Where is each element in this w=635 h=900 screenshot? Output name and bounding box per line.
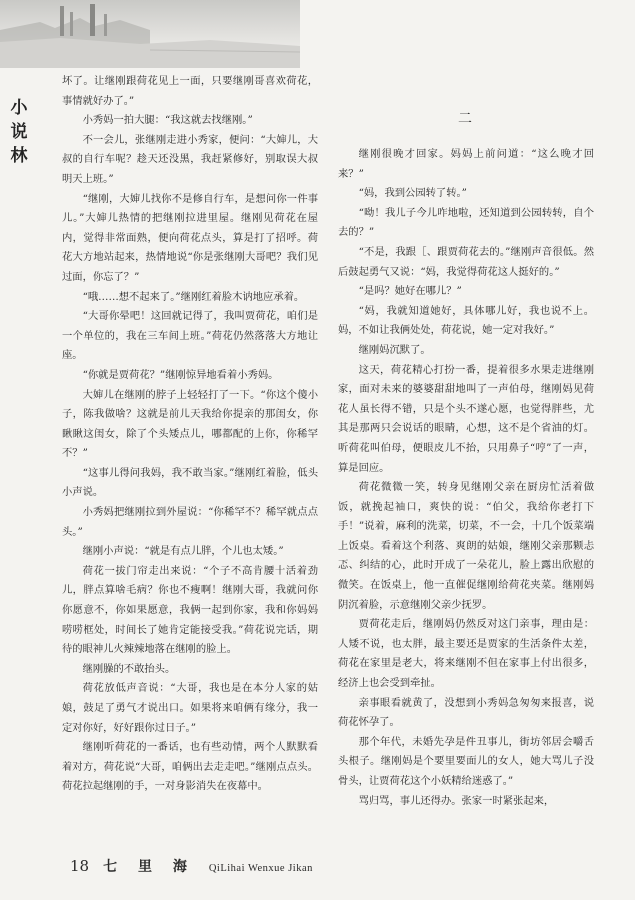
paragraph: 贾荷花走后，继刚妈仍然反对这门亲事，理由是：人矮不说，也太胖，最主要还是贾家的生活条件太差，荷花在家里是老大，将来继刚不但在家事上付出很多，经济上也会受到牵扯。 [338,618,594,690]
paragraph: “大哥你晕吧！这回就记得了，我叫贾荷花，咱们是一个单位的，我在三车间上班。”荷花仍然落落大方地让座。 [62,310,318,362]
paragraph: 继刚妈沉默了。 [358,343,431,356]
magazine-title: 七 里 海 [103,859,195,875]
paragraph: 骂归骂，事儿还得办。张家一时紧张起来， [358,794,555,807]
paragraph: “不是，我跟［、跟贾荷花去的。”继刚声音很低。然后鼓起勇气又说：“妈，我觉得荷花这人挺好的。” [338,245,594,278]
paragraph: 亲事眼看就黄了，没想到小秀妈急匆匆来报喜，说荷花怀孕了。 [338,696,594,729]
section-category-label [8,96,30,168]
paragraph: 那个年代，未婚先孕是件丑事儿，街坊邻居会嚼舌头根子。继刚妈是个要里要面儿的女人，她大骂儿子没骨头，让贾荷花这个小妖精给迷惑了。” [338,735,594,787]
paragraph: 继刚小声说：“就是有点儿胖，个儿也太矮。” [82,545,284,558]
paragraph: “这事儿得问我妈，我不敢当家。”继刚红着脸，低头小声说。 [62,466,318,499]
paragraph: 不一会儿，张继刚走进小秀家，便问：“大婶儿，大叔的自行车呢？趁天还没黑，我赶紧修好，别取误大叔明天上班。” [62,133,318,185]
page-number: 18 [70,857,90,875]
paragraph: “妈，我就知道她好，具体哪儿好，我也说不上。妈，不如让我俩处处，荷花说，她一定对我好。” [338,304,594,337]
paragraph: 大婶儿在继刚的脖子上轻轻打了一下。“你这个傻小子，陈我做啥？这就是前儿天我给你提亲的那闺女，你瞅瞅这闺女，除了个头矮点儿，哪都配的上你，你稀罕不？” [62,388,318,460]
paragraph: “哦……想不起来了。”继刚红着脸木讷地应承着。 [82,290,305,303]
paragraph: “是吗？她好在哪儿？” [358,285,462,298]
paragraph: 小秀妈一拍大腿：“我这就去找继刚。” [82,114,253,127]
paragraph: 荷花微微一笑，转身见继刚父亲在厨房忙活着做饭，就挽起袖口，爽快的说：“伯父，我给你老打下手！”说着，麻利的洗菜，切菜，不一会，十几个饭菜端上饭桌。看着这个利落、爽朗的姑娘，继刚父亲那颗忐忑、纠结的心，此时开成了一朵花儿，脸上露出欣慰的微笑。在饭桌上，他一直催促继刚给荷花夹菜。继刚妈阴沉着脸，示意继刚父亲少抚罗。 [338,481,594,611]
left-text-column [62,72,318,797]
paragraph: “继刚，大婶儿找你不是修自行车，是想问你一件事儿。”大婶儿热情的把继刚拉进里屋。继刚见荷花在屋内，觉得非常面熟，便向荷花点头，算是打了招呼。荷花大方地站起来，热情地说“你是张继刚大哥吧？我们见过面，你忘了？” [62,192,318,283]
category-char: 说 [10,122,28,142]
paragraph: 坏了。让继刚跟荷花见上一面，只要继刚哥喜欢荷花，事情就好办了。” [62,75,318,107]
paragraph: “你就是贾荷花？”继刚惊异地看着小秀妈。 [82,368,279,381]
right-text-column [338,145,594,811]
paragraph: 继刚臊的不敢抬头。 [82,662,176,675]
paragraph: 小秀妈把继刚拉到外屋说：“你稀罕不？稀罕就点点头。” [62,506,318,538]
paragraph: 继刚听荷花的一番话，也有些动情，两个人默默看着对方，荷花说“大哥，咱俩出去走走吧。”继刚点点头。荷花拉起继刚的手，一对身影消失在夜幕中。 [62,741,318,793]
category-char: 林 [10,146,28,166]
paragraph: 继刚很晚才回家。妈妈上前问道：“这么晚才回来？” [338,148,594,180]
header-landscape-art [0,0,300,68]
page-footer [70,856,313,876]
section-number: 二 [458,111,474,127]
paragraph: 荷花放低声音说：“大哥，我也是在本分人家的姑娘，鼓足了勇气才说出口。如果将来咱俩有缘分，我一定对你好，好好跟你过日子。” [62,682,318,734]
magazine-title-english: QiLihai Wenxue Jikan [208,863,313,874]
category-char: 小 [10,98,28,118]
paragraph: 这天，荷花精心打扮一番，提着很多水果走进继刚家，面对未来的婆婆甜甜地叫了一声伯母，继刚妈见荷花人虽长得不错，只是个头不遂心愿，也觉得胖些，尤其是那两只会说话的眼睛，心想，这不是个省油的灯。听荷花叫伯母，便眼皮儿不抬，只用鼻子“哼”了一声，算是回应。 [338,363,594,474]
paragraph: “呦！我儿子今儿咋地啦，还知道到公园转转，自个去的？” [338,206,594,239]
paragraph: “妈，我到公园转了转。” [358,187,467,200]
paragraph: 荷花一拔门帘走出来说：“个子不高肯腰十活着劲儿，胖点算啥毛病？你也不瘦啊！继刚大哥，我就问你你愿意不，你如果愿意，我俩一起到你家，我和你妈妈唠唠框处，时间长了她肯定能接受我。”荷花说完话，期待的眼神儿火辣辣地落在继刚的脸上。 [62,564,318,656]
